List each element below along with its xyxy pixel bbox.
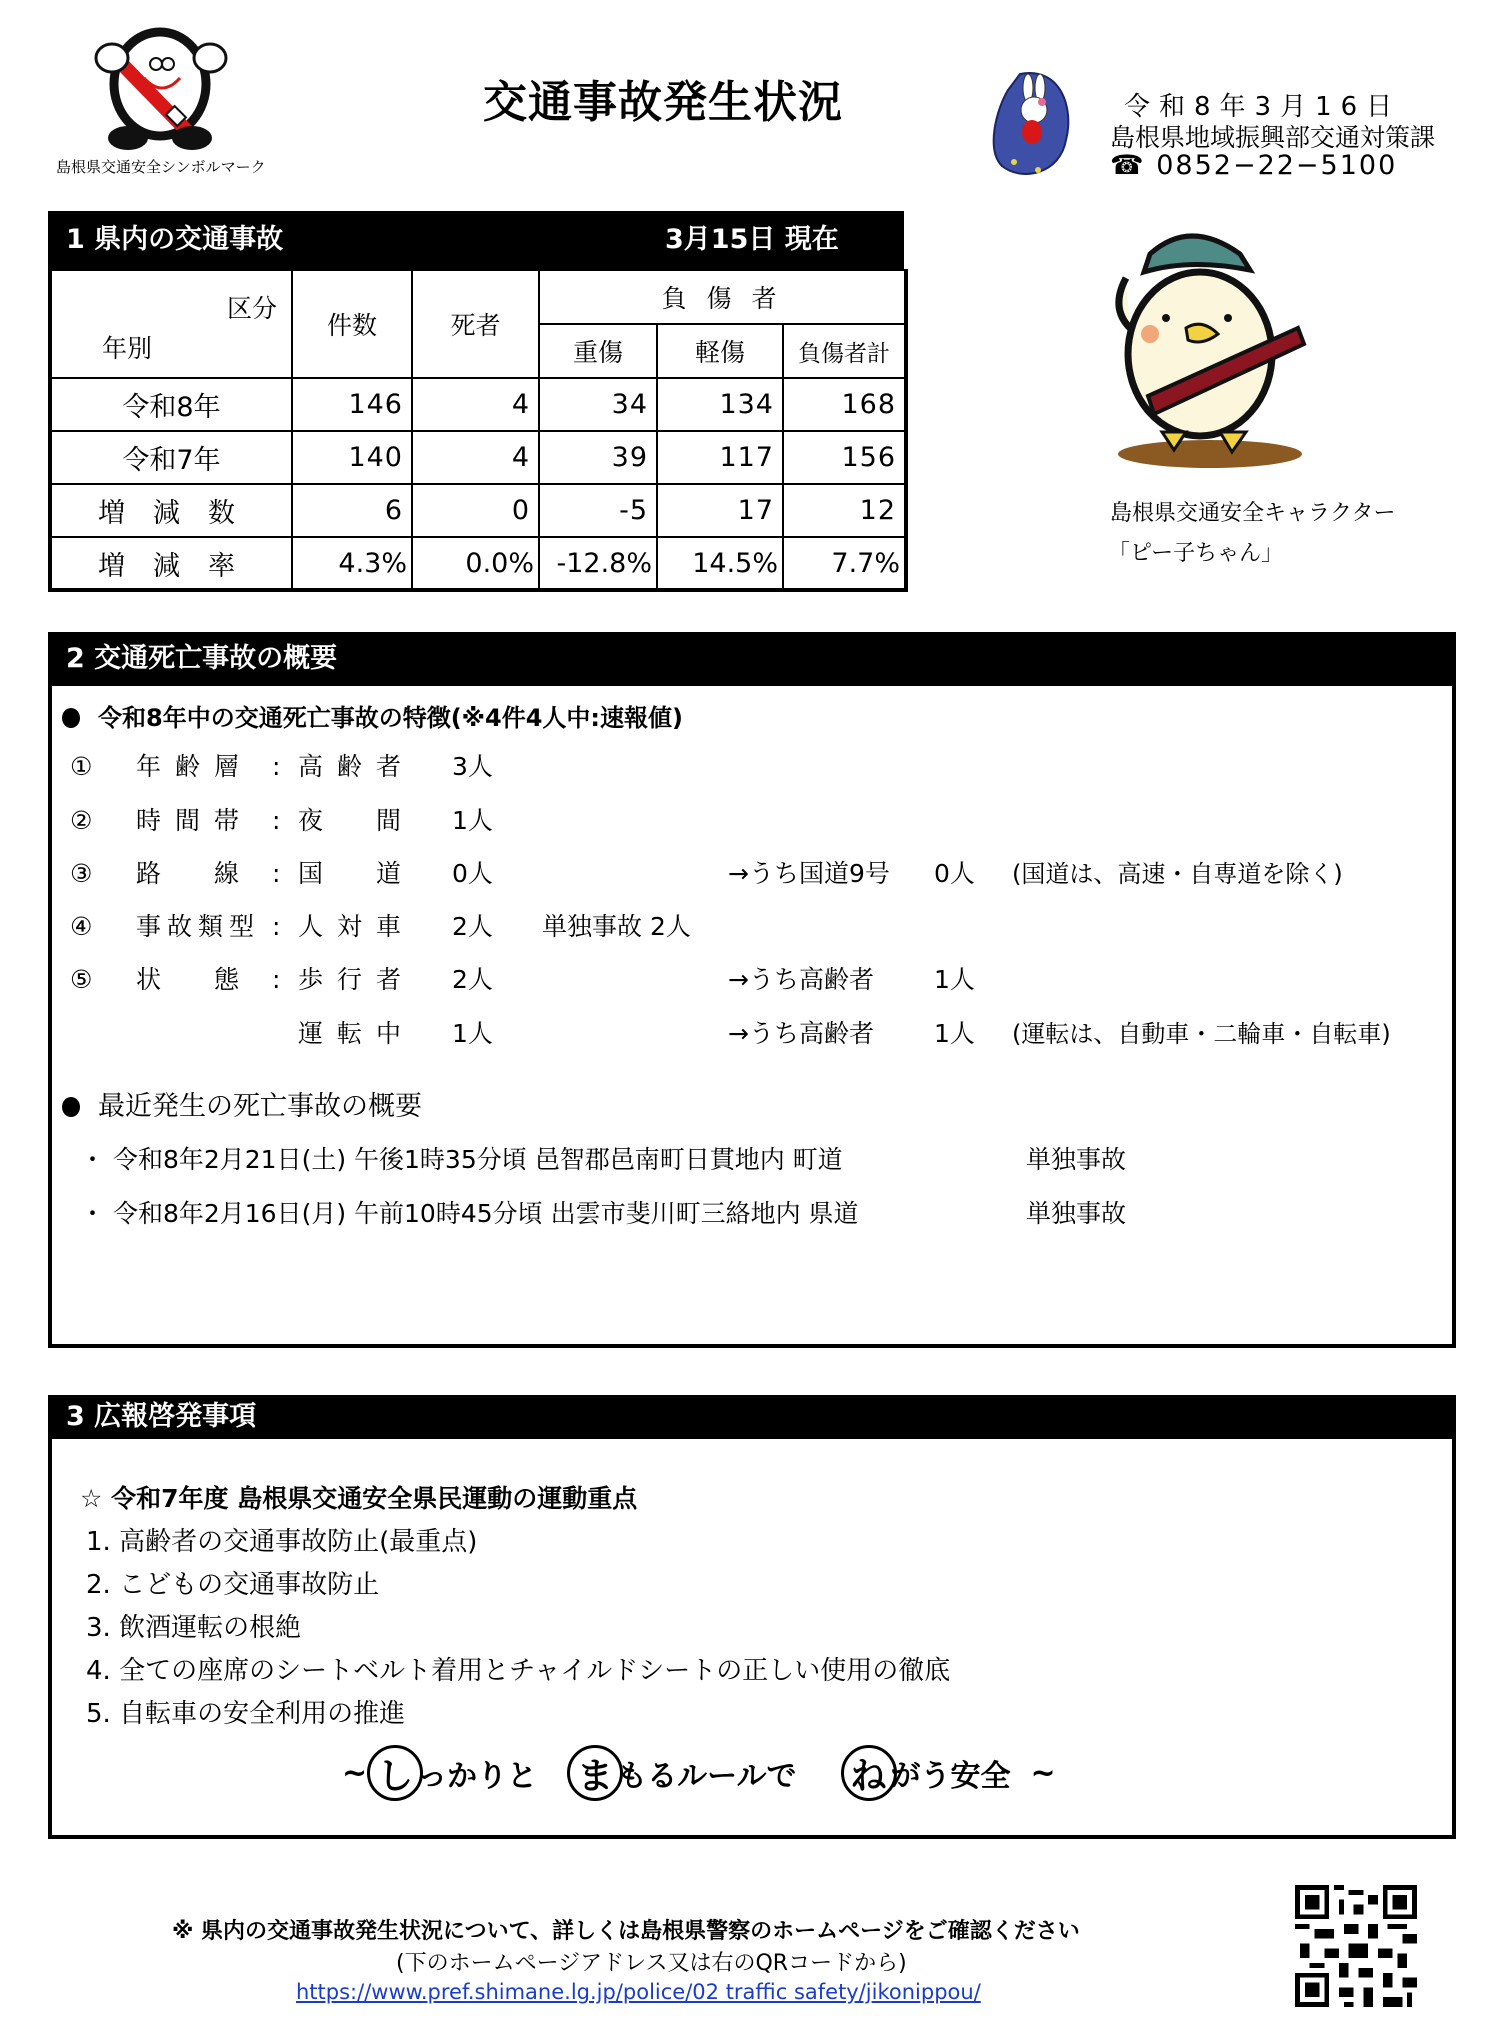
serious-value: 34 <box>539 378 657 431</box>
qr-code[interactable] <box>1295 1885 1417 2007</box>
logo-caption: 島根県交通安全シンボルマーク <box>56 158 266 176</box>
section2-header-bar <box>48 632 1456 686</box>
rabbit-mascot-illustration <box>992 70 1072 180</box>
minor-value: 117 <box>657 431 783 484</box>
cases-value: 140 <box>292 431 412 484</box>
feature-row-state-pedestrian: ⑤ 状 態 : 歩行者 2人 →うち高齢者 1人 <box>70 965 975 994</box>
priority-item: 2. こどもの交通事故防止 <box>86 1570 380 1600</box>
deaths-value: 4 <box>412 431 539 484</box>
circled-char: し <box>367 1745 423 1801</box>
row-label: 令和7年 <box>50 431 292 484</box>
phone-number-line <box>1110 150 1397 181</box>
cases-value: 146 <box>292 378 412 431</box>
feature-row-accident-type: ④ 事故類型 : 人対車 2人 単独事故 2人 <box>70 912 691 941</box>
circled-char: ね <box>841 1745 897 1801</box>
section2-title: 2 交通死亡事故の概要 <box>66 643 338 674</box>
recent-accident-item: ・ 令和8年2月21日(土) 午後1時35分頃 邑智郡邑南町日貫地内 町道 単独事故 <box>80 1145 1127 1174</box>
row-label: 増減数 <box>50 484 292 537</box>
features-heading: 令和8年中の交通死亡事故の特徴(※4件4人中:速報値) <box>62 698 683 733</box>
priority-item: 4. 全ての座席のシートベルト着用とチャイルドシートの正しい使用の徹底 <box>86 1656 951 1686</box>
deaths-value: 4 <box>412 378 539 431</box>
campaign-heading: ☆ 令和7年度 島根県交通安全県民運動の運動重点 <box>80 1484 638 1513</box>
header-year: 年別 <box>102 334 153 363</box>
accident-stats-table <box>48 269 908 592</box>
table-row <box>50 431 906 484</box>
feature-row-state-driving: 運転中 1人 →うち高齢者 1人 (運転は、自動車・二輪車・自転車) <box>298 1019 1391 1048</box>
section-fatal-accidents <box>48 632 1456 1348</box>
mascot-caption-name: 「ピー子ちゃん」 <box>1108 541 1284 566</box>
traffic-safety-symbol-logo <box>70 22 250 152</box>
table-row <box>50 378 906 431</box>
header-cases: 件数 <box>292 270 412 378</box>
header-serious: 重傷 <box>539 324 657 378</box>
police-homepage-link[interactable]: https://www.pref.shimane.lg.jp/police/02 traffic safety/jikonippou/ <box>296 1980 981 2004</box>
feature-row-route: ③ 路 線 : 国 道 0人 →うち国道9号 0人 (国道は、高速・自専道を除く) <box>70 859 1343 888</box>
bullet-icon <box>62 708 80 728</box>
feature-row-age: ① 年齢層 : 高齢者 3人 <box>70 752 493 781</box>
piko-chan-mascot-illustration <box>1090 218 1330 468</box>
header-category: 区分 <box>226 294 277 323</box>
safety-slogan: ~ し っかりと ま もるルールで ね がう安全 ~ <box>342 1745 1056 1801</box>
table-row <box>50 484 906 537</box>
total-value: 156 <box>783 431 906 484</box>
table-row <box>50 537 906 590</box>
page-title: 交通事故発生状況 <box>483 77 843 128</box>
total-value: 7.7% <box>783 537 906 590</box>
header-category-year-cell <box>50 270 292 378</box>
header-injured: 負 傷 者 <box>539 270 906 324</box>
section1-header-bar <box>48 211 904 269</box>
section-public-awareness <box>48 1395 1456 1839</box>
phone-icon: ☎ <box>1110 150 1146 181</box>
header-minor: 軽傷 <box>657 324 783 378</box>
priority-item: 3. 飲酒運転の根絶 <box>86 1613 302 1643</box>
section-prefecture-accidents <box>48 211 904 592</box>
bullet-icon <box>62 1097 80 1117</box>
row-label: 増減率 <box>50 537 292 590</box>
serious-value: -5 <box>539 484 657 537</box>
priority-item: 1. 高齢者の交通事故防止(最重点) <box>86 1527 478 1557</box>
total-value: 168 <box>783 378 906 431</box>
minor-value: 14.5% <box>657 537 783 590</box>
header-injured-total: 負傷者計 <box>783 324 906 378</box>
report-date: 令和8年3月16日 <box>1124 92 1402 122</box>
circled-char: ま <box>567 1745 623 1801</box>
minor-value: 17 <box>657 484 783 537</box>
row-label: 令和8年 <box>50 378 292 431</box>
deaths-value: 0 <box>412 484 539 537</box>
as-of-date: 3月15日 現在 <box>665 224 839 255</box>
section1-title: 1 県内の交通事故 <box>66 224 284 255</box>
header-deaths: 死者 <box>412 270 539 378</box>
minor-value: 134 <box>657 378 783 431</box>
priority-item: 5. 自転車の安全利用の推進 <box>86 1699 406 1729</box>
cases-value: 6 <box>292 484 412 537</box>
department-name: 島根県地域振興部交通対策課 <box>1110 123 1436 152</box>
feature-row-time: ② 時間帯 : 夜 間 1人 <box>70 806 493 835</box>
recent-accident-item: ・ 令和8年2月16日(月) 午前10時45分頃 出雲市斐川町三絡地内 県道 単独事故 <box>80 1199 1127 1228</box>
footer-note: ※ 県内の交通事故発生状況について、詳しくは島根県警察のホームページをご確認ください <box>172 1919 1080 1944</box>
phone-number: 0852−22−5100 <box>1156 150 1398 181</box>
serious-value: 39 <box>539 431 657 484</box>
deaths-value: 0.0% <box>412 537 539 590</box>
section3-title: 3 広報啓発事項 <box>66 1401 257 1432</box>
mascot-caption-title: 島根県交通安全キャラクター <box>1110 501 1396 526</box>
total-value: 12 <box>783 484 906 537</box>
recent-heading: 最近発生の死亡事故の概要 <box>62 1084 422 1123</box>
cases-value: 4.3% <box>292 537 412 590</box>
footer-subnote: (下のホームページアドレス又は右のQRコードから) <box>396 1951 907 1976</box>
serious-value: -12.8% <box>539 537 657 590</box>
section3-header-bar <box>48 1395 1456 1439</box>
